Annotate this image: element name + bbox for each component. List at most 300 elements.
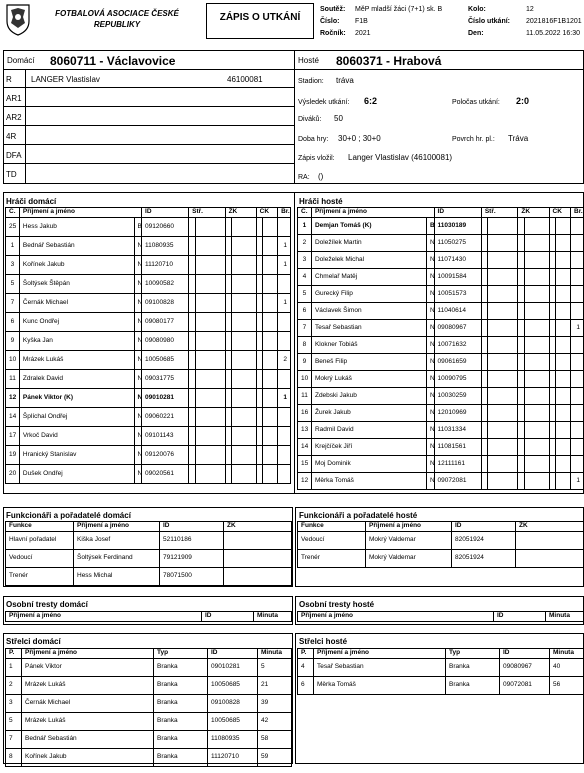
player-goals [571,388,584,405]
empty-cell [555,388,570,405]
functionary-id: 78071500 [160,568,224,586]
official-role: R [6,75,12,84]
player-number: 10 [6,351,20,370]
pen-home-title: Osobní tresty domácí [6,600,88,609]
empty-cell [231,370,256,389]
player-type: N [427,286,435,303]
functionary-role: Hlavní pořadatel [6,532,74,550]
player-number: 11 [298,388,312,405]
empty-cell [231,313,256,332]
players-away-title: Hráči hosté [299,197,343,206]
player-row [6,427,291,446]
empty-cell [263,256,278,275]
doc-title-box [206,3,314,39]
scorer-id: 09100828 [208,695,258,713]
player-goals: 1 [278,256,291,275]
player-number: 9 [298,354,312,371]
player-id: 11081561 [434,439,481,456]
scorer-id: 10050685 [208,713,258,731]
player-goals [571,303,584,320]
player-name: Klokner Tobiáš [311,337,426,354]
scorer-id: 09010281 [208,659,258,677]
empty-cell [488,269,518,286]
scorer-order: 7 [6,731,22,749]
player-number: 11 [6,370,20,389]
kolo-value: 12 [526,6,534,13]
org-name: FOTBALOVÁ ASOCIACE ČESKÉ REPUBLIKY [55,9,179,29]
column-header: Funkce [298,522,366,532]
player-number: 17 [6,427,20,446]
player-row [298,439,584,456]
empty-cell [488,439,518,456]
kolo-label: Kolo: [468,6,486,13]
player-number: 5 [298,286,312,303]
player-type: N [134,275,141,294]
player-type: N [427,303,435,320]
scorer-name: Tesař Sebastian [314,659,446,677]
player-number: 25 [6,218,20,237]
empty-cell [231,408,256,427]
player-name: Chmelař Matěj [311,269,426,286]
player-goals [571,218,584,235]
empty-cell [555,303,570,320]
empty-cell [524,422,549,439]
column-header: ŽK [518,208,549,218]
scorer-order: 2 [6,677,22,695]
player-number: 14 [298,439,312,456]
player-row [6,256,291,275]
empty-cell [524,371,549,388]
player-type: N [427,235,435,252]
scorer-name: Černák Michael [22,695,154,713]
player-number: 7 [298,320,312,337]
empty-cell [231,427,256,446]
player-number: 13 [298,422,312,439]
functionary-id: 82051924 [452,550,516,568]
player-goals [278,408,291,427]
scorer-type: Branka [154,659,208,677]
empty-cell [555,218,570,235]
empty-cell [263,465,278,484]
empty-cell [488,252,518,269]
functionary-id: 79121909 [160,550,224,568]
player-name: Kořínek Jakub [19,256,134,275]
player-goals [278,332,291,351]
empty-cell [524,303,549,320]
empty-cell [263,294,278,313]
vysledek-value: 6:2 [364,96,378,106]
player-id: 10091584 [434,269,481,286]
empty-cell [263,351,278,370]
empty-cell [263,275,278,294]
stadion-label: Stadion: [298,78,324,85]
divaku-value: 50 [334,114,343,123]
column-header: ŽK [225,208,256,218]
stadion-value: tráva [336,76,354,85]
column-header: Č. [6,208,20,218]
player-number: 1 [298,218,312,235]
player-name: Černák Michael [19,294,134,313]
empty-cell [524,218,549,235]
empty-cell [224,550,292,568]
player-goals [571,286,584,303]
empty-cell [488,235,518,252]
scorer-id: 11080935 [208,731,258,749]
scorer-order: 1 [6,659,22,677]
players-home-table [5,207,291,484]
away-name: Hrabová [393,54,442,68]
player-id: 09120660 [142,218,189,237]
player-name: Pánek Viktor (K) [19,389,134,408]
empty-cell [555,473,570,490]
player-id: 09020561 [142,465,189,484]
scorer-order: 6 [298,677,314,695]
scorer-name: Měrka Tomáš [314,677,446,695]
player-type: N [134,427,141,446]
player-type: N [134,408,141,427]
player-type: N [427,388,435,405]
column-header: ID [202,612,254,622]
official-role: DFA [6,151,22,160]
player-id: 11030189 [434,218,481,235]
player-type: N [427,252,435,269]
den-label: Den: [468,30,484,37]
player-row [298,252,584,269]
column-header: P. [298,649,314,659]
player-number: 15 [298,456,312,473]
player-goals [278,446,291,465]
player-goals: 1 [278,389,291,408]
empty-cell [263,370,278,389]
player-row [298,422,584,439]
empty-cell [555,320,570,337]
player-goals [571,422,584,439]
player-name: Zdralek David [19,370,134,389]
functionary-role: Vedoucí [298,532,366,550]
player-number: 20 [6,465,20,484]
player-row [298,235,584,252]
player-row [6,389,291,408]
player-row [298,218,584,235]
zapis-label: Zápis vložil: [298,155,335,162]
scorer-row [6,749,292,767]
utkani-value: 2021816F1B1201 [526,18,582,25]
official-role: TD [6,170,17,179]
functionary-id: 82051924 [452,532,516,550]
player-name: Žurek Jakub [311,405,426,422]
player-goals [571,354,584,371]
player-type: N [427,422,435,439]
scorers-away-title: Střelci hosté [299,637,348,646]
player-number: 12 [298,473,312,490]
official-role-divider [25,69,26,88]
empty-cell [555,337,570,354]
empty-cell [231,389,256,408]
player-row [6,237,291,256]
official-role-divider [25,107,26,126]
player-name: Demjan Tomáš (K) [311,218,426,235]
player-row [6,370,291,389]
home-label: Domácí [7,56,35,65]
player-name: Gurecký Filip [311,286,426,303]
scorer-id: 09080967 [500,659,550,677]
empty-cell [195,256,225,275]
player-row [6,408,291,427]
scorer-row [6,677,292,695]
official-row [3,69,294,88]
player-name: Vrkoč David [19,427,134,446]
player-id: 11040614 [434,303,481,320]
player-number: 16 [298,405,312,422]
functionary-role: Vedoucí [6,550,74,568]
rocnik-label: Ročník: [320,30,346,37]
player-number: 14 [6,408,20,427]
player-id: 12010969 [434,405,481,422]
empty-cell [195,408,225,427]
player-id: 10090582 [142,275,189,294]
player-type: N [134,446,141,465]
scorer-type: Branka [154,677,208,695]
column-header: Příjmení a jméno [6,612,202,622]
player-row [298,456,584,473]
scorer-minute: 5 [258,659,292,677]
scorer-id: 10050685 [208,677,258,695]
players-home-title: Hráči domácí [6,197,57,206]
empty-cell [488,218,518,235]
functionary-name: Kiška Josef [74,532,160,550]
player-id: 09080967 [434,320,481,337]
povrch-label: Povrch hr. pl.: [452,136,495,143]
official-role-divider [25,145,26,164]
empty-cell [555,456,570,473]
player-number: 5 [6,275,20,294]
scorer-row [298,659,584,677]
player-type: N [134,332,141,351]
functionary-row [6,568,292,586]
empty-cell [524,320,549,337]
player-id: 11120710 [142,256,189,275]
player-id: 11080935 [142,237,189,256]
func-home-title: Funkcionáři a pořadatelé domácí [6,511,131,520]
player-name: Mokrý Lukáš [311,371,426,388]
empty-cell [555,286,570,303]
column-header: Funkce [6,522,74,532]
empty-cell [224,532,292,550]
scorer-type: Branka [154,731,208,749]
player-id: 10051573 [434,286,481,303]
column-header: ČK [549,208,571,218]
player-id: 11031334 [434,422,481,439]
empty-cell [263,389,278,408]
home-code: 8060711 [50,54,97,68]
player-name: Dušek Ondřej [19,465,134,484]
empty-cell [195,275,225,294]
official-row [3,88,294,107]
empty-cell [231,446,256,465]
empty-cell [488,473,518,490]
official-role: AR1 [6,94,22,103]
empty-cell [263,313,278,332]
player-type: N [134,237,141,256]
scorer-order: 4 [298,659,314,677]
player-goals [278,427,291,446]
player-id: 09031775 [142,370,189,389]
column-header: Stř. [481,208,518,218]
player-id: 10071632 [434,337,481,354]
scorer-order: 5 [6,713,22,731]
player-goals [571,235,584,252]
player-number: 2 [298,235,312,252]
player-number: 9 [6,332,20,351]
player-row [298,371,584,388]
ra-value: () [318,172,324,181]
player-row [6,313,291,332]
scorer-id: 11120710 [208,749,258,767]
empty-cell [195,332,225,351]
player-goals: 1 [571,320,584,337]
player-number: 1 [6,237,20,256]
player-name: Beneš Filip [311,354,426,371]
players-away-table [297,207,584,490]
functionary-row [6,532,292,550]
player-name: Bednář Sebastián [19,237,134,256]
empty-cell [488,320,518,337]
player-name: Doleželek Michal [311,252,426,269]
player-row [298,337,584,354]
player-number: 6 [298,303,312,320]
player-name: Šoltýsek Štěpán [19,275,134,294]
scorer-type: Branka [446,659,500,677]
column-header: Příjmení a jméno [366,522,452,532]
column-header: ID [500,649,550,659]
player-name: Tesař Sebastian [311,320,426,337]
scorer-row [6,695,292,713]
player-id: 09120076 [142,446,189,465]
empty-cell [555,371,570,388]
player-number: 19 [6,446,20,465]
home-name: Václavovice [106,54,176,68]
player-row [298,269,584,286]
vysledek-label: Výsledek utkání: [298,99,350,106]
column-header: Br. [278,208,291,218]
scorer-minute: 40 [550,659,584,677]
player-goals: 1 [278,237,291,256]
player-id: 09100828 [142,294,189,313]
scorer-id: 09072081 [500,677,550,695]
player-goals: 2 [278,351,291,370]
empty-cell [263,427,278,446]
scorer-minute: 59 [258,749,292,767]
polocas-label: Poločas utkání: [452,99,500,106]
scorer-order: 3 [6,695,22,713]
player-row [298,320,584,337]
player-id: 09072081 [434,473,481,490]
empty-cell [231,275,256,294]
functionary-role: Trenér [6,568,74,586]
player-type: N [427,473,435,490]
player-goals [278,218,291,237]
player-row [6,218,291,237]
den-value: 11.05.2022 16:30 [526,30,580,37]
func-away-table [297,521,584,568]
pen-away-title: Osobní tresty hosté [299,600,375,609]
empty-cell [488,456,518,473]
player-row [6,332,291,351]
player-goals [278,313,291,332]
empty-cell [555,269,570,286]
empty-cell [195,294,225,313]
cislo-value: F1B [355,18,368,25]
scorers-home-table [5,648,292,767]
functionary-role: Trenér [298,550,366,568]
empty-cell [231,465,256,484]
empty-cell [524,337,549,354]
player-type: N [427,320,435,337]
scorer-minute: 42 [258,713,292,731]
player-number: 3 [6,256,20,275]
player-id: 10030259 [434,388,481,405]
player-type: B [427,218,435,235]
official-role: AR2 [6,113,22,122]
souteze-label: Soutěž: [320,6,346,13]
column-header: ID [142,208,189,218]
ra-label: RA: [298,174,310,181]
player-type: N [427,405,435,422]
player-goals: 1 [571,473,584,490]
player-type: N [134,294,141,313]
divaku-label: Diváků: [298,116,322,123]
player-name: Doležílek Martin [311,235,426,252]
column-header: Minuta [258,649,292,659]
functionary-name: Mokrý Valdemar [366,532,452,550]
official-row [3,164,294,183]
player-id: 10050685 [142,351,189,370]
official-row [3,126,294,145]
player-name: Moj Dominik [311,456,426,473]
player-row [6,465,291,484]
player-id: 09061659 [434,354,481,371]
empty-cell [488,388,518,405]
player-id: 11050275 [434,235,481,252]
player-type: N [427,269,435,286]
player-type: N [134,465,141,484]
player-type: N [134,351,141,370]
player-type: N [134,370,141,389]
func-away-title: Funkcionáři a pořadatelé hosté [299,511,418,520]
empty-cell [195,313,225,332]
player-name: Hess Jakub [19,218,134,237]
column-header: Příjmení a jméno [311,208,434,218]
player-goals [278,275,291,294]
empty-cell [524,354,549,371]
column-header: Příjmení a jméno [19,208,141,218]
empty-cell [524,235,549,252]
column-header: ŽK [516,522,584,532]
player-goals [571,456,584,473]
empty-cell [488,303,518,320]
player-name: Kunc Ondřej [19,313,134,332]
scorer-row [6,713,292,731]
player-type: N [427,337,435,354]
player-goals [571,337,584,354]
empty-cell [195,446,225,465]
empty-cell [224,568,292,586]
column-header: Příjmení a jméno [22,649,154,659]
empty-cell [488,422,518,439]
empty-cell [263,408,278,427]
player-name: Václavek Šimon [311,303,426,320]
empty-cell [516,532,584,550]
